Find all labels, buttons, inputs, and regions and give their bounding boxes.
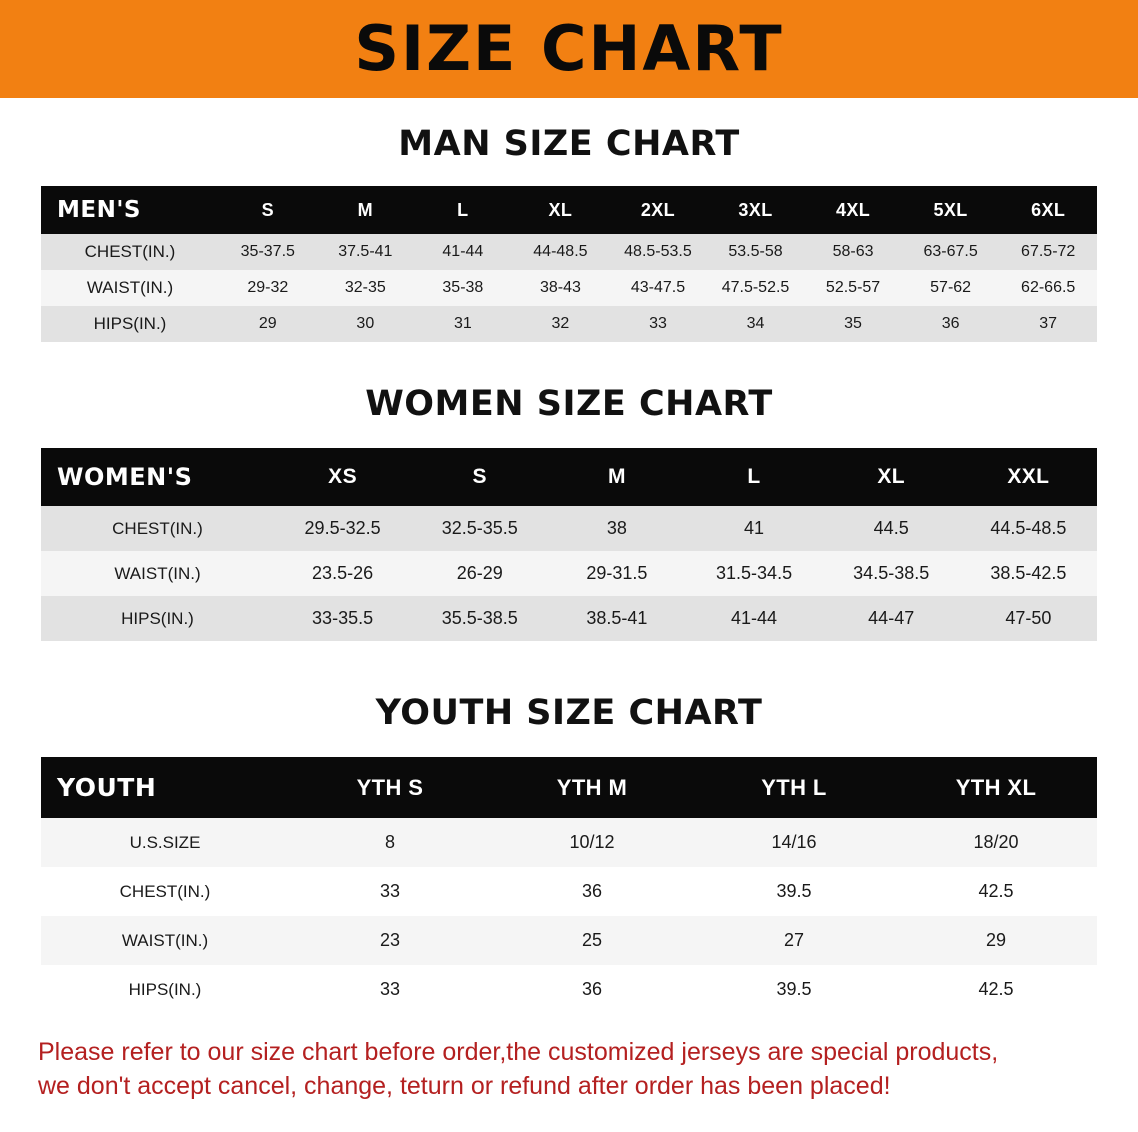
women-col-xl: XL bbox=[877, 465, 906, 488]
youth-row-label-hips: HIPS(IN.) bbox=[41, 965, 289, 1014]
man-table-header bbox=[41, 186, 1097, 234]
man-col-2xl: 2XL bbox=[640, 199, 676, 220]
man-size-table bbox=[41, 186, 1097, 342]
policy-note-line-2: we don't accept cancel, change, teturn or refund after order has been placed! bbox=[38, 1071, 891, 1100]
youth-size-table-wrapper bbox=[41, 757, 1097, 1014]
man-col-3xl: 3XL bbox=[738, 199, 773, 220]
youth-col-yth-xl: YTH XL bbox=[955, 774, 1037, 800]
youth-row-label-us-size: U.S.SIZE bbox=[41, 818, 289, 867]
youth-waist-yth-l: 27 bbox=[693, 916, 895, 965]
man-col-6xl: 6XL bbox=[1031, 199, 1066, 220]
women-table-corner-label: WOMEN'S bbox=[57, 463, 193, 491]
youth-col-yth-m: YTH M bbox=[556, 774, 628, 800]
women-waist-xl: 34.5-38.5 bbox=[823, 551, 960, 596]
women-col-s: S bbox=[472, 465, 487, 488]
youth-hips-yth-s: 33 bbox=[289, 965, 491, 1014]
youth-size-table bbox=[41, 757, 1097, 1014]
women-row-label-hips: HIPS(IN.) bbox=[41, 596, 274, 641]
policy-note bbox=[38, 1036, 1100, 1104]
women-table-body bbox=[41, 506, 1097, 641]
man-waist-xl: 38-43 bbox=[512, 270, 610, 306]
women-hips-xs: 33-35.5 bbox=[274, 596, 411, 641]
youth-us-size-yth-m: 10/12 bbox=[491, 818, 693, 867]
table-row bbox=[41, 234, 1097, 270]
women-waist-s: 26-29 bbox=[411, 551, 548, 596]
youth-row-label-waist: WAIST(IN.) bbox=[41, 916, 289, 965]
women-waist-l: 31.5-34.5 bbox=[685, 551, 822, 596]
man-chest-4xl: 58-63 bbox=[804, 234, 902, 270]
youth-chest-yth-m: 36 bbox=[491, 867, 693, 916]
page-title: SIZE CHART bbox=[354, 12, 784, 85]
youth-col-yth-l: YTH L bbox=[761, 774, 827, 800]
man-hips-6xl: 37 bbox=[999, 306, 1097, 342]
policy-note-line-1: Please refer to our size chart before order,the customized jerseys are special products, bbox=[38, 1038, 999, 1066]
youth-table-corner-label: YOUTH bbox=[57, 773, 157, 802]
youth-chest-yth-s: 33 bbox=[289, 867, 491, 916]
women-size-table-wrapper bbox=[41, 448, 1097, 641]
man-col-m: M bbox=[357, 199, 374, 220]
women-row-label-waist: WAIST(IN.) bbox=[41, 551, 274, 596]
man-chest-s: 35-37.5 bbox=[219, 234, 317, 270]
youth-hips-yth-xl: 42.5 bbox=[895, 965, 1097, 1014]
women-chest-l: 41 bbox=[685, 506, 822, 551]
size-chart-banner bbox=[0, 0, 1138, 98]
man-table-corner-label: MEN'S bbox=[57, 197, 141, 223]
man-waist-s: 29-32 bbox=[219, 270, 317, 306]
man-waist-m: 32-35 bbox=[317, 270, 415, 306]
man-chest-l: 41-44 bbox=[414, 234, 512, 270]
women-hips-xl: 44-47 bbox=[823, 596, 960, 641]
women-section-heading: WOMEN SIZE CHART bbox=[365, 384, 773, 424]
table-row bbox=[41, 306, 1097, 342]
table-row bbox=[41, 551, 1097, 596]
man-waist-4xl: 52.5-57 bbox=[804, 270, 902, 306]
man-row-label-chest: CHEST(IN.) bbox=[41, 234, 219, 270]
youth-hips-yth-l: 39.5 bbox=[693, 965, 895, 1014]
table-row bbox=[41, 506, 1097, 551]
man-row-label-waist: WAIST(IN.) bbox=[41, 270, 219, 306]
women-chest-m: 38 bbox=[548, 506, 685, 551]
man-hips-2xl: 33 bbox=[609, 306, 707, 342]
man-hips-5xl: 36 bbox=[902, 306, 1000, 342]
table-row bbox=[41, 818, 1097, 867]
women-chest-s: 32.5-35.5 bbox=[411, 506, 548, 551]
women-col-m: M bbox=[607, 465, 626, 488]
youth-us-size-yth-l: 14/16 bbox=[693, 818, 895, 867]
man-col-4xl: 4XL bbox=[835, 199, 871, 220]
table-header-row bbox=[41, 757, 1097, 818]
table-header-row bbox=[41, 186, 1097, 234]
man-col-s: S bbox=[261, 199, 274, 220]
women-chest-xxl: 44.5-48.5 bbox=[960, 506, 1097, 551]
man-col-5xl: 5XL bbox=[933, 199, 968, 220]
man-col-xl: XL bbox=[548, 199, 573, 220]
women-col-xs: XS bbox=[328, 465, 357, 488]
table-row bbox=[41, 270, 1097, 306]
women-hips-l: 41-44 bbox=[685, 596, 822, 641]
women-chest-xl: 44.5 bbox=[823, 506, 960, 551]
man-row-label-hips: HIPS(IN.) bbox=[41, 306, 219, 342]
man-chest-6xl: 67.5-72 bbox=[999, 234, 1097, 270]
man-chest-3xl: 53.5-58 bbox=[707, 234, 805, 270]
women-hips-m: 38.5-41 bbox=[548, 596, 685, 641]
man-chest-2xl: 48.5-53.5 bbox=[609, 234, 707, 270]
man-chest-m: 37.5-41 bbox=[317, 234, 415, 270]
man-hips-l: 31 bbox=[414, 306, 512, 342]
youth-us-size-yth-xl: 18/20 bbox=[895, 818, 1097, 867]
man-table-body bbox=[41, 234, 1097, 342]
man-hips-xl: 32 bbox=[512, 306, 610, 342]
women-waist-m: 29-31.5 bbox=[548, 551, 685, 596]
youth-section-heading: YOUTH SIZE CHART bbox=[375, 693, 763, 733]
women-size-table bbox=[41, 448, 1097, 641]
women-hips-xxl: 47-50 bbox=[960, 596, 1097, 641]
youth-col-yth-s: YTH S bbox=[356, 774, 424, 800]
women-col-l: L bbox=[747, 465, 761, 488]
women-col-xxl: XXL bbox=[1007, 465, 1050, 488]
man-waist-l: 35-38 bbox=[414, 270, 512, 306]
table-row bbox=[41, 596, 1097, 641]
youth-waist-yth-xl: 29 bbox=[895, 916, 1097, 965]
man-waist-5xl: 57-62 bbox=[902, 270, 1000, 306]
youth-chest-yth-xl: 42.5 bbox=[895, 867, 1097, 916]
youth-waist-yth-s: 23 bbox=[289, 916, 491, 965]
youth-table-header bbox=[41, 757, 1097, 818]
man-size-table-wrapper bbox=[41, 186, 1097, 342]
women-row-label-chest: CHEST(IN.) bbox=[41, 506, 274, 551]
man-hips-4xl: 35 bbox=[804, 306, 902, 342]
man-waist-6xl: 62-66.5 bbox=[999, 270, 1097, 306]
man-chest-xl: 44-48.5 bbox=[512, 234, 610, 270]
youth-row-label-chest: CHEST(IN.) bbox=[41, 867, 289, 916]
table-row bbox=[41, 916, 1097, 965]
man-waist-2xl: 43-47.5 bbox=[609, 270, 707, 306]
man-chest-5xl: 63-67.5 bbox=[902, 234, 1000, 270]
youth-hips-yth-m: 36 bbox=[491, 965, 693, 1014]
youth-us-size-yth-s: 8 bbox=[289, 818, 491, 867]
women-table-header bbox=[41, 448, 1097, 506]
table-row bbox=[41, 867, 1097, 916]
table-header-row bbox=[41, 448, 1097, 506]
women-waist-xxl: 38.5-42.5 bbox=[960, 551, 1097, 596]
youth-chest-yth-l: 39.5 bbox=[693, 867, 895, 916]
women-chest-xs: 29.5-32.5 bbox=[274, 506, 411, 551]
youth-waist-yth-m: 25 bbox=[491, 916, 693, 965]
women-waist-xs: 23.5-26 bbox=[274, 551, 411, 596]
man-hips-3xl: 34 bbox=[707, 306, 805, 342]
youth-table-body bbox=[41, 818, 1097, 1014]
man-hips-m: 30 bbox=[317, 306, 415, 342]
man-waist-3xl: 47.5-52.5 bbox=[707, 270, 805, 306]
man-hips-s: 29 bbox=[219, 306, 317, 342]
man-col-l: L bbox=[457, 199, 469, 220]
table-row bbox=[41, 965, 1097, 1014]
women-hips-s: 35.5-38.5 bbox=[411, 596, 548, 641]
man-section-heading: MAN SIZE CHART bbox=[398, 124, 740, 164]
